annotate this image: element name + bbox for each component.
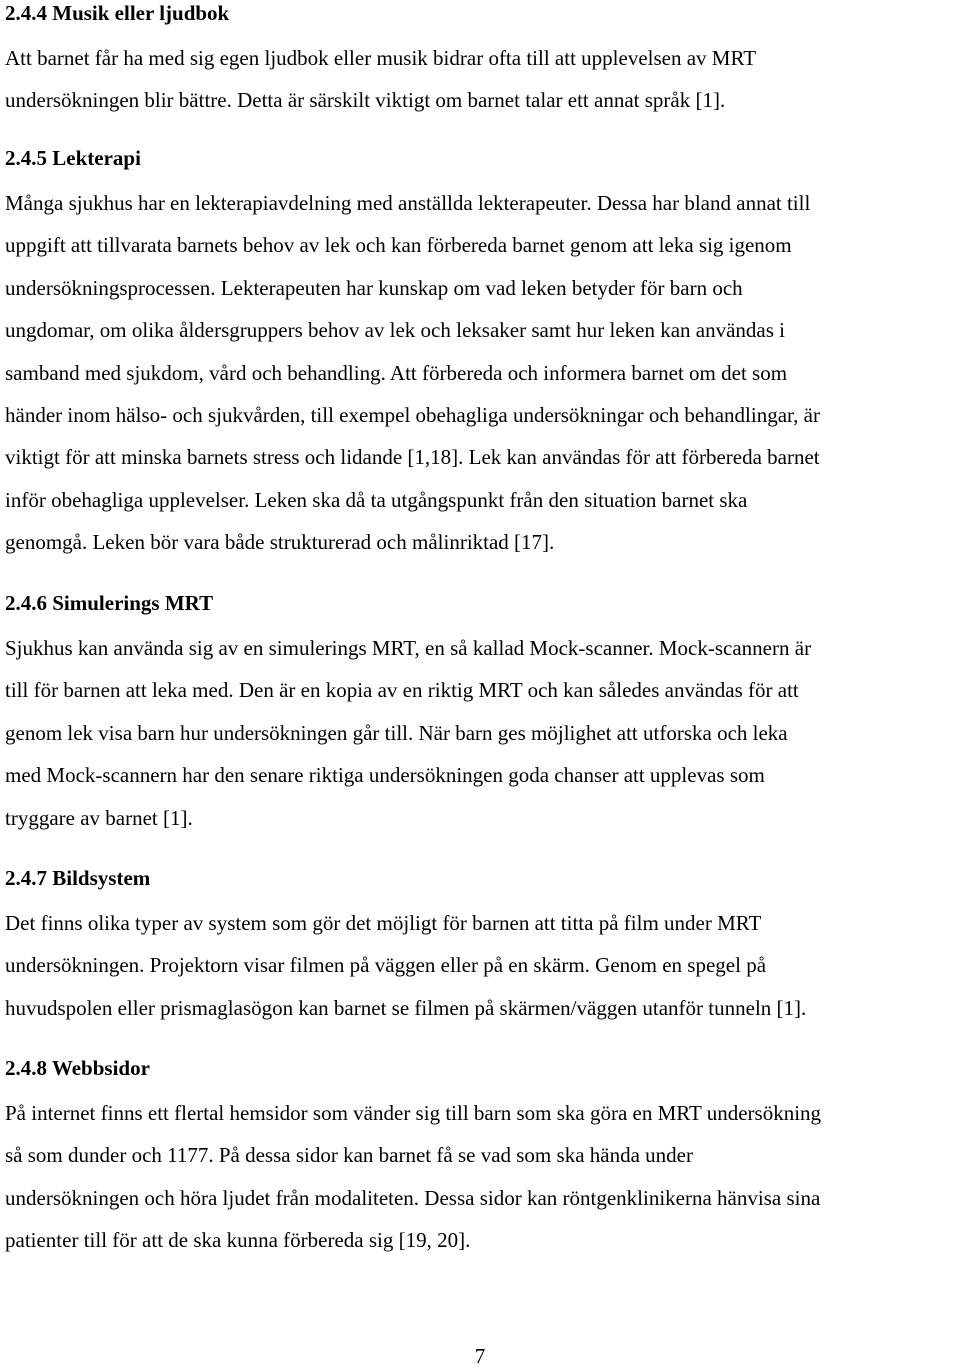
section-bildsystem xyxy=(5,865,806,1029)
section-paragraph: På internet finns ett flertal hemsidor som vänder sig till barn som ska göra en MRT undersökning så som dunder och 1177. På dessa sidor kan barnet få se vad som ska hända under undersökningen och höra ljudet från modaliteten. Dessa sidor kan röntgenklinikerna hänvisa sina patienter till för att de ska kunna förbereda sig [19, 20]. xyxy=(5,1101,822,1253)
section-heading: 2.4.4 Musik eller ljudbok xyxy=(5,1,230,25)
section-simulerings-mrt xyxy=(5,590,811,839)
section-lekterapi xyxy=(5,145,820,564)
page-number: 7 xyxy=(474,1344,486,1368)
section-paragraph: Det finns olika typer av system som gör det möjligt för barnen att titta på film under MRT undersökningen. Projektorn visar filmen på väggen eller på en skärm. Genom en spegel på huvudspolen eller prismaglasögon kan barnet se filmen på skärmen/väggen utanför tunneln [1]. xyxy=(5,911,807,1020)
section-heading: 2.4.8 Webbsidor xyxy=(5,1056,150,1080)
section-heading: 2.4.6 Simulerings MRT xyxy=(5,591,214,615)
section-webbsidor xyxy=(5,1055,821,1262)
section-heading: 2.4.5 Lekterapi xyxy=(5,146,141,170)
section-paragraph: Att barnet får ha med sig egen ljudbok eller musik bidrar ofta till att upplevelsen av MRT undersökningen blir bättre. Detta är särskilt viktigt om barnet talar ett annat språk [1]. xyxy=(5,46,757,113)
section-paragraph: Sjukhus kan använda sig av en simulerings MRT, en så kallad Mock-scanner. Mock-scannern är till för barnen att leka med. Den är en kopia av en riktig MRT och kan således användas för att genom lek visa barn hur undersökningen går till. När barn ges möjlighet att utforska och leka med Mock-scannern har den senare riktiga undersökningen goda chanser att upplevas som tryggare av barnet [1]. xyxy=(5,636,812,830)
section-heading: 2.4.7 Bildsystem xyxy=(5,866,151,890)
section-paragraph: Många sjukhus har en lekterapiavdelning med anställda lekterapeuter. Dessa har bland annat till uppgift att tillvarata barnets behov av lek och kan förbereda barnet genom att leka sig igenom undersökningsprocessen. Lekterapeuten har kunskap om vad leken betyder för barn och ungdomar, om olika åldersgruppers behov av lek och leksaker samt hur leken kan användas i samband med sjukdom, vård och behandling. Att förbereda och informera barnet om det som händer inom hälso- och sjukvården, till exempel obehagliga undersökningar och behandlingar, är viktigt för att minska barnets stress och lidande [1,18]. Lek kan användas för att förbereda barnet inför obehagliga upplevelser. Leken ska då ta utgångspunkt från den situation barnet ska genomgå. Leken bör vara både strukturerad och målinriktad [17]. xyxy=(5,191,820,555)
section-musik-eller-ljudbok xyxy=(5,0,756,122)
